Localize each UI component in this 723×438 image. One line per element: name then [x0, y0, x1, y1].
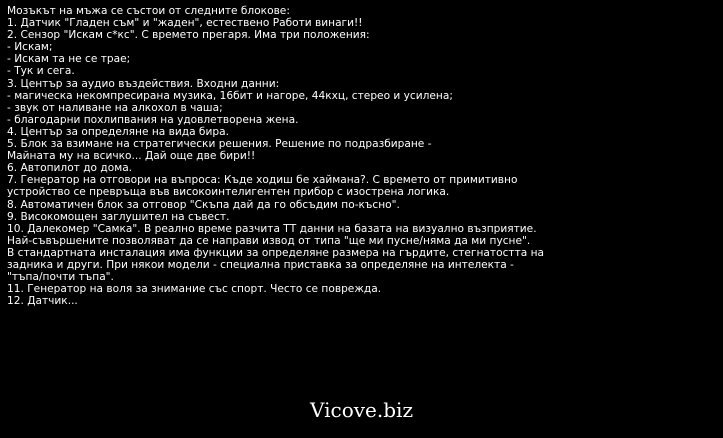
- text-line: - Искам та не се трае;: [7, 53, 131, 66]
- site-watermark: Vicove.biz: [310, 398, 413, 422]
- text-line: - Тук и сега.: [7, 65, 75, 78]
- text-line: "тъпа/почти тъпа".: [7, 271, 114, 284]
- text-line: Най-съвършените позволяват да се направи извод от типа "ще ми пусне/няма да ми пусне".: [7, 234, 531, 247]
- text-line: Мозъкът на мъжа се състои от следните блокове:: [7, 5, 290, 17]
- text-line: устройство се превръща във високоинтелигентен прибор с изострена логика.: [7, 186, 450, 199]
- text-line: 5. Блок за взимане на стратегически решения. Решение по подразбиране -: [7, 138, 432, 151]
- text-line: 11. Генератор на воля за знимание със спорт. Често се поврежда.: [7, 283, 382, 296]
- text-line: - Искам;: [7, 41, 53, 54]
- text-line: 3. Център за аудио въздействия. Входни данни:: [7, 77, 280, 90]
- text-line: 4. Център за определяне на вида бира.: [7, 125, 229, 138]
- text-line: - благодарни похлипвания на удовлетворена жена.: [7, 113, 299, 126]
- text-line: 7. Генератор на отговори на въпроса: Къде ходиш бе хаймана?. С времето от примитивно: [7, 174, 518, 187]
- text-line: В стандартната инсталация има функции за определяне размера на гърдите, стегнатостта на: [7, 246, 545, 259]
- text-line: 2. Сензор "Искам с*кс". С времето прегаря. Има три положения:: [7, 29, 370, 42]
- text-line: 1. Датчик "Гладен съм" и "жаден", естествено Работи винаги!!: [7, 17, 363, 30]
- text-line: Майната му на всичко... Дай още две бири!!: [7, 150, 256, 163]
- text-line: 8. Автоматичен блок за отговор "Скъпа дай да го обсъдим по-късно".: [7, 198, 400, 211]
- text-line: 6. Автопилот до дома.: [7, 162, 133, 175]
- text-line: 10. Далекомер "Самка". В реално време разчита ТТ данни на базата на визуално възприятие.: [7, 222, 537, 235]
- text-line: 9. Високомощен заглушител на съвест.: [7, 210, 230, 223]
- joke-text: [7, 5, 719, 307]
- text-line: 12. Датчик...: [7, 295, 78, 308]
- text-line: - магическа некомпресирана музика, 16бит и нагоре, 44кхц, стерео и усилена;: [7, 89, 453, 102]
- text-line: задника и други. При някои модели - специална приставка за определяне на интелекта -: [7, 258, 514, 271]
- text-line: - звук от наливане на алкохол в чаша;: [7, 101, 223, 114]
